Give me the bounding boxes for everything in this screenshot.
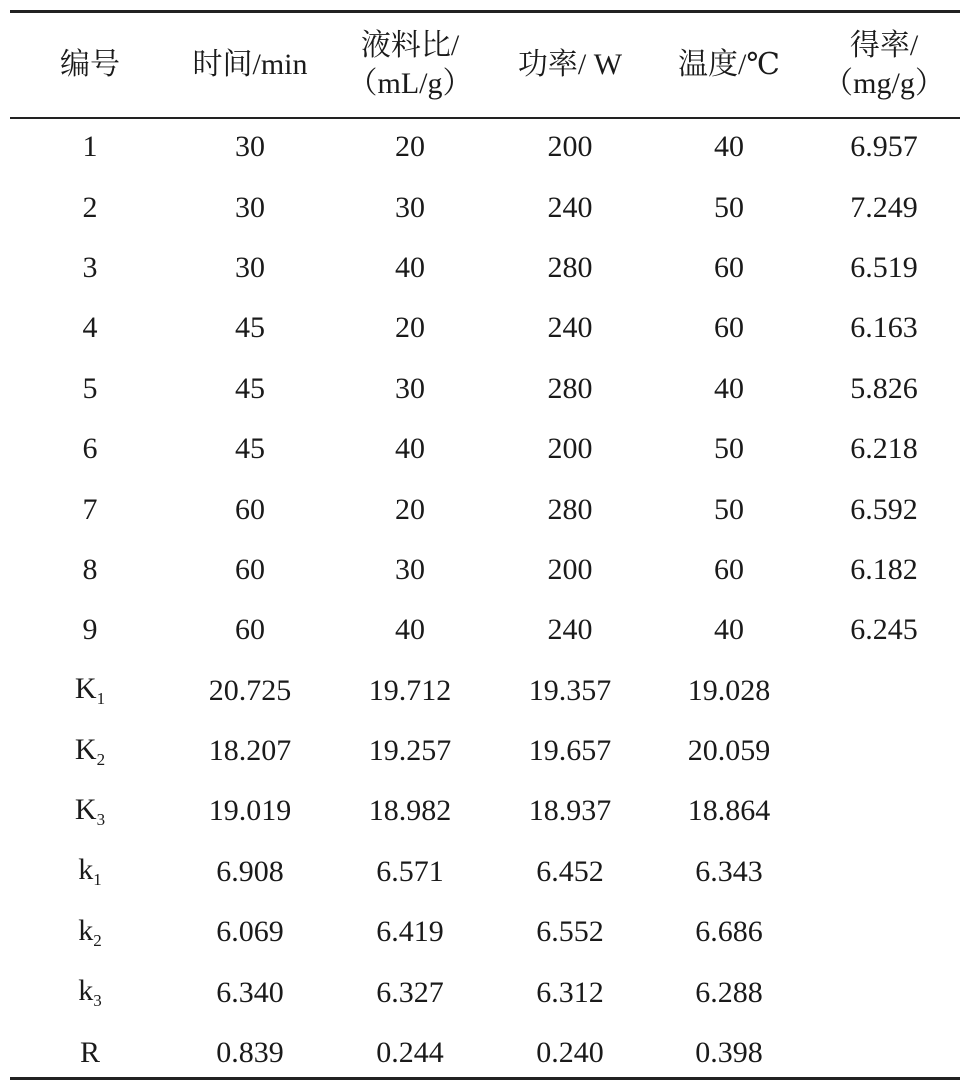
column-header-5 [808,13,960,117]
column-header-line2: （mL/g） [347,67,473,100]
table-cell: 20 [395,311,425,345]
row-label [10,1023,170,1083]
row-label [10,419,170,479]
row-label-subscript: 1 [93,870,102,890]
row-label-text: K [74,672,97,706]
table-cell: 6.340 [216,975,284,1009]
table-cell: 40 [395,613,425,647]
table-cell: 30 [395,190,425,224]
table-cell: 0.244 [376,1036,444,1070]
row-label-subscript: 2 [93,930,102,950]
table-cell: 30 [395,371,425,405]
column-header-line1: 得率/ [849,29,919,62]
table-cell: 6.592 [850,492,918,526]
table-row [10,902,960,962]
table-cell: 18.937 [528,794,612,828]
table-cell: 7.249 [850,190,918,224]
table-row [10,842,960,902]
table-cell: 5.826 [850,371,918,405]
table-cell: 60 [714,311,744,345]
table-cell: 19.257 [368,734,452,768]
table-cell: 40 [714,371,744,405]
table-cell: 60 [714,250,744,284]
row-label [10,781,170,841]
column-header-4 [650,13,808,117]
table-cell: 6.519 [850,250,918,284]
table-row [10,661,960,721]
table-cell [808,962,960,1022]
table-row [10,298,960,358]
column-header-2 [330,13,490,117]
row-label-text: 2 [82,190,98,224]
row-label-text: 6 [82,432,98,466]
column-header-line1: 温度/℃ [678,48,780,81]
table-cell: 40 [395,250,425,284]
table-cell: 40 [395,432,425,466]
row-label-text: k [78,853,94,887]
table-cell: 240 [547,190,593,224]
table-row [10,419,960,479]
table-cell: 6.245 [850,613,918,647]
row-label-subscript: 3 [93,991,102,1011]
table-cell: 19.357 [528,673,612,707]
column-header-0 [10,13,170,117]
column-header-3 [490,13,650,117]
table-cell: 45 [235,371,265,405]
table-cell: 40 [714,130,744,164]
table-cell: 6.218 [850,432,918,466]
table-cell: 50 [714,432,744,466]
table-cell: 50 [714,492,744,526]
table-row [10,781,960,841]
row-label-text: 3 [82,250,98,284]
table-cell [808,842,960,902]
table-cell: 6.452 [536,854,604,888]
table-cell: 6.288 [695,975,763,1009]
table-cell: 20.059 [687,734,771,768]
row-label [10,298,170,358]
table-row [10,359,960,419]
table-cell: 19.019 [208,794,292,828]
table-row [10,600,960,660]
row-label [10,177,170,237]
row-label [10,902,170,962]
column-header-line1: 液料比/ [360,29,460,62]
table-cell: 6.686 [695,915,763,949]
table-cell: 19.657 [528,734,612,768]
table-header [10,13,960,117]
header-row [10,13,960,117]
column-header-line1: 时间/min [192,48,308,81]
table-cell: 20 [395,492,425,526]
table-cell [808,661,960,721]
table-cell: 60 [235,552,265,586]
table-cell: 0.240 [536,1036,604,1070]
table-cell: 280 [547,492,593,526]
table-cell: 240 [547,311,593,345]
table-row [10,479,960,539]
table-cell: 20 [395,130,425,164]
row-label [10,721,170,781]
table-cell: 6.343 [695,854,763,888]
table-cell: 30 [235,190,265,224]
orthogonal-experiment-table [10,13,960,1083]
row-label-text: 5 [82,371,98,405]
table-cell: 19.712 [368,673,452,707]
table-cell: 6.327 [376,975,444,1009]
table-cell: 20.725 [208,673,292,707]
table-cell: 40 [714,613,744,647]
table-row [10,238,960,298]
row-label-text: K [74,792,97,826]
table-cell: 6.571 [376,854,444,888]
table-cell: 0.398 [695,1036,763,1070]
row-label-text: R [79,1036,100,1070]
table-cell [808,721,960,781]
row-label [10,962,170,1022]
table-cell: 280 [547,371,593,405]
row-label-text: 1 [82,130,98,164]
table-cell: 45 [235,311,265,345]
table-row [10,177,960,237]
table-cell: 30 [235,130,265,164]
table-cell: 50 [714,190,744,224]
table-cell: 0.839 [216,1036,284,1070]
table-cell: 6.552 [536,915,604,949]
table-cell: 240 [547,613,593,647]
row-label [10,117,170,177]
table-cell: 45 [235,432,265,466]
row-label-text: 4 [82,311,98,345]
table-cell: 6.182 [850,552,918,586]
row-label [10,238,170,298]
table-cell: 280 [547,250,593,284]
table-cell: 60 [714,552,744,586]
row-label [10,479,170,539]
table-cell: 60 [235,492,265,526]
row-label [10,661,170,721]
table-cell: 18.207 [208,734,292,768]
table-row [10,540,960,600]
table-cell: 6.957 [850,130,918,164]
table-cell: 200 [547,432,593,466]
row-label-subscript: 3 [96,809,106,829]
row-label-text: 9 [82,613,98,647]
table-cell: 60 [235,613,265,647]
table-cell: 200 [547,552,593,586]
column-header-1 [170,13,330,117]
table-cell: 30 [235,250,265,284]
row-label-text: K [74,732,97,766]
row-label [10,540,170,600]
row-label-text: 7 [82,492,98,526]
table-row [10,117,960,177]
table-row [10,721,960,781]
table-cell: 18.982 [368,794,452,828]
table-cell: 6.163 [850,311,918,345]
table-cell: 6.312 [536,975,604,1009]
row-label [10,600,170,660]
row-label [10,359,170,419]
table-cell: 6.908 [216,854,284,888]
column-header-line1: 功率/ W [517,48,623,81]
table-cell: 6.069 [216,915,284,949]
row-label-text: k [78,913,94,947]
table-cell [808,902,960,962]
table-cell [808,781,960,841]
row-label-text: k [78,974,94,1008]
row-label-text: 8 [82,552,98,586]
row-label [10,842,170,902]
table-row [10,962,960,1022]
table-cell: 30 [395,552,425,586]
table-cell: 19.028 [687,673,771,707]
column-header-line1: 编号 [60,48,120,81]
table-cell [808,1023,960,1083]
table-cell: 18.864 [687,794,771,828]
table-cell: 6.419 [376,915,444,949]
column-header-line2: （mg/g） [823,67,945,100]
table-body [10,117,960,1083]
row-label-subscript: 2 [96,749,106,769]
table-cell: 200 [547,130,593,164]
row-label-subscript: 1 [96,689,106,709]
table-row [10,1023,960,1083]
